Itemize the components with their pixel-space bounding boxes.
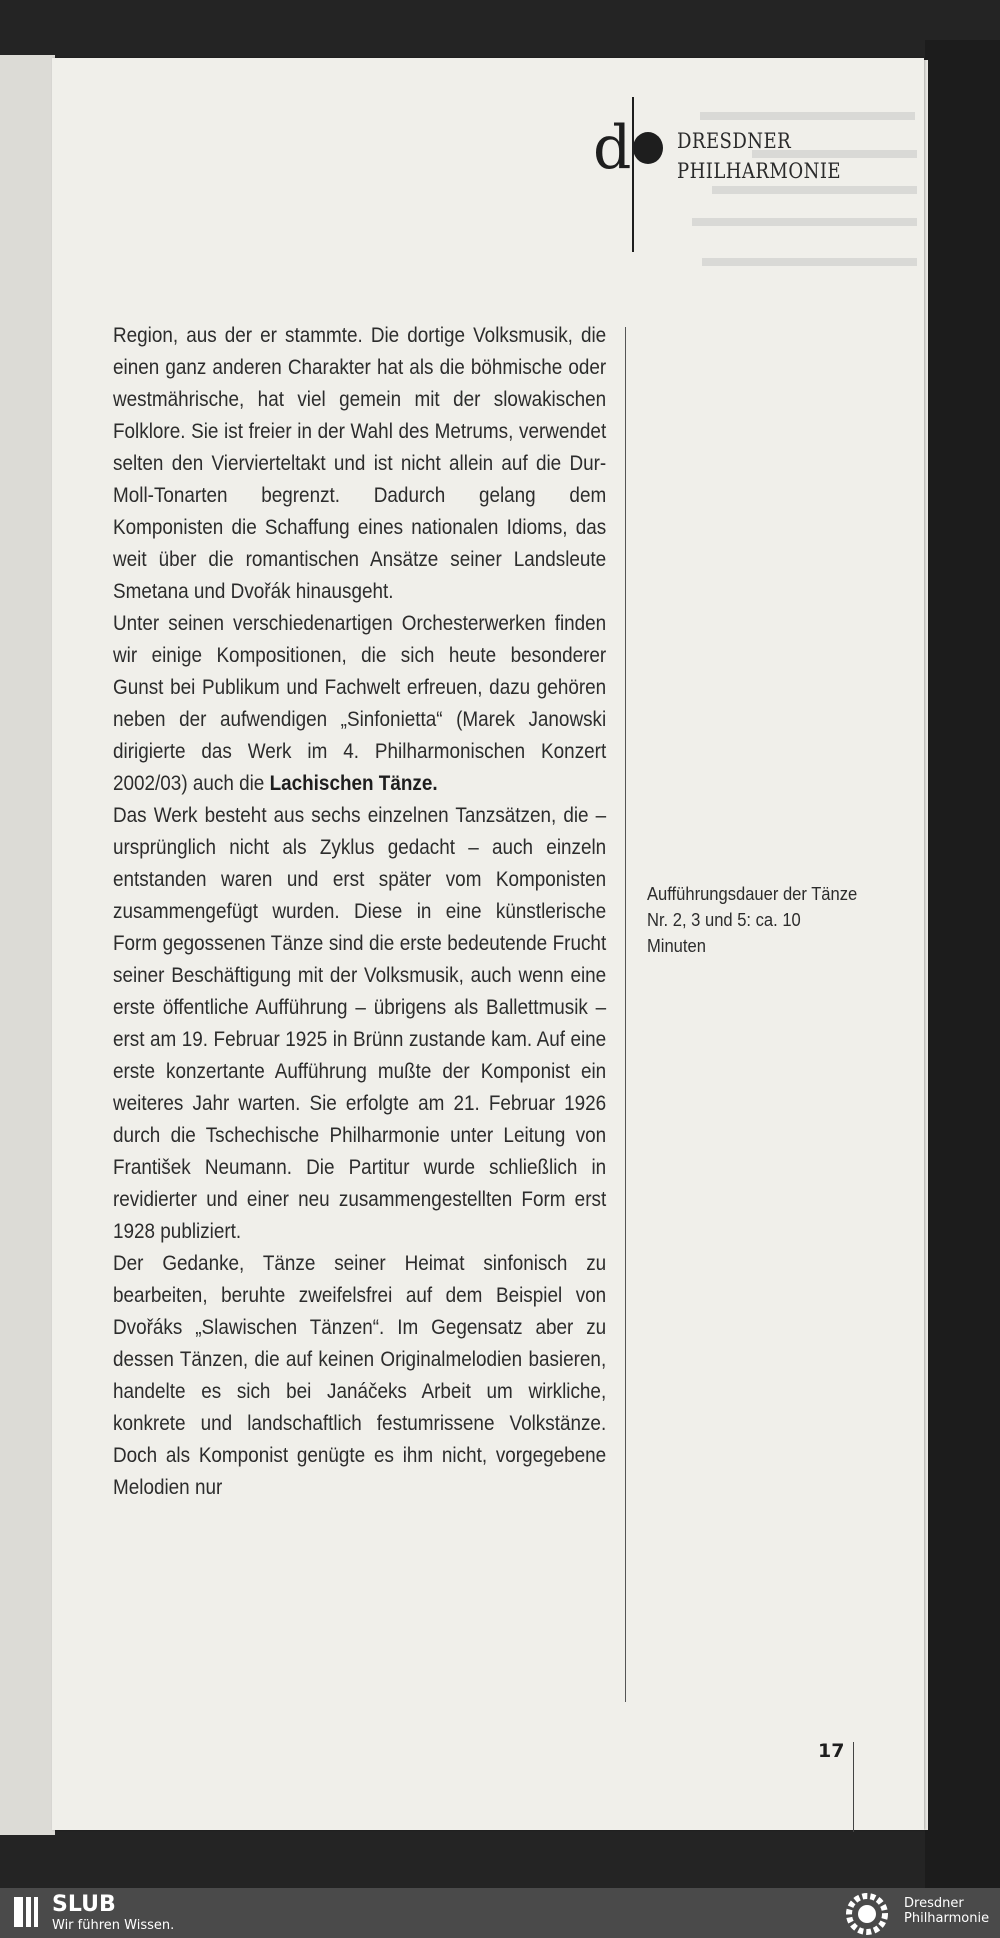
main-text-column bbox=[113, 320, 606, 1504]
bleed-through-mark bbox=[700, 112, 915, 120]
bleed-through-mark bbox=[712, 186, 917, 194]
slub-logo-icon bbox=[14, 1897, 40, 1927]
facing-page-edge bbox=[0, 55, 55, 1835]
paragraph: Das Werk besteht aus sechs einzelnen Tanzsätzen, die – ursprünglich nicht als Zyklus gedacht – auch einzeln entstanden waren und erst später vom Komponisten zusammengefügt wurden. Diese in eine künstlerische Form gegossenen Tänze sind die erste bedeutende Frucht seiner Beschäftigung mit der Volksmusik, auch wenn eine erste öffentliche Aufführung – übrigens als Ballettmusik – erst am 19. Februar 1925 in Brünn zustande kam. Auf eine erste konzertante Aufführung mußte der Komponist ein weiteres Jahr warten. Sie erfolgte am 21. Februar 1926 durch die Tschechische Philharmonie unter Leitung von František Neumann. Die Partitur wurde schließlich in revidierter und einer neu zusammengestellten Form erst 1928 publiziert. bbox=[113, 804, 607, 1243]
logo-rule bbox=[632, 97, 634, 252]
column-divider bbox=[625, 327, 626, 1702]
philharmonie-logo-icon bbox=[842, 1892, 892, 1936]
page-number-rule bbox=[853, 1742, 854, 1832]
binding-shadow bbox=[925, 40, 1000, 1888]
bleed-through-mark bbox=[692, 218, 917, 226]
partner-name-line1: Dresdner bbox=[904, 1896, 964, 1911]
logo-wordmark-line1: DRESDNER bbox=[677, 129, 792, 153]
slub-brand: SLUB bbox=[52, 1892, 116, 1917]
slub-tagline: Wir führen Wissen. bbox=[52, 1918, 175, 1933]
emphasized-title: Lachischen Tänze. bbox=[269, 772, 438, 795]
logo-wordmark-line2: PHILHARMONIE bbox=[677, 159, 842, 183]
partner-name-line2: Philharmonie bbox=[904, 1911, 990, 1926]
paragraph: Region, aus der er stammte. Die dortige Volksmusik, die einen ganz anderen Charakter hat als die böhmische oder westmährische, hat viel gemein mit der slowakischen Folklore. Sie ist freier in der Wahl des Metrums, verwendet selten den Viervierteltakt und ist nicht allein auf die Dur-Moll-Tonarten begrenzt. Dadurch gelang dem Komponisten die Schaffung eines nationalen Idioms, das weit über die romantischen Ansätze seiner Landsleute Smetana und Dvořák hinausgeht. bbox=[113, 324, 607, 603]
page-number: 17 bbox=[818, 1740, 845, 1762]
paragraph: Der Gedanke, Tänze seiner Heimat sinfonisch zu bearbeiten, beruhte zweifelsfrei auf dem Beispiel von Dvořáks „Slawischen Tänzen“. Im Gegensatz aber zu dessen Tänzen, die auf keinen Originalmelodien basieren, handelte es sich bei Janáčeks Arbeit um wirkliche, konkrete und landschaftlich festumrissene Volkstänze. Doch als Komponist genügte es ihm nicht, vorgegebene Melodien nur bbox=[113, 1252, 607, 1499]
paragraph-text: Unter seinen verschiedenartigen Orchesterwerken finden wir einige Kompositionen, die sich heute besonderer Gunst bei Publikum und Fachwelt erfreuen, dazu gehören neben der aufwendigen „Sinfonietta“ (Marek Janowski dirigierte das Werk im 4. Philharmonischen Konzert 2002/03) auch die bbox=[113, 612, 607, 795]
logo-dot-icon bbox=[633, 132, 663, 164]
bleed-through-mark bbox=[702, 258, 917, 266]
paragraph bbox=[113, 608, 606, 800]
sidebar-note: Aufführungsdauer der Tänze Nr. 2, 3 und 5: ca. 10 Minuten bbox=[647, 884, 858, 956]
logo-letter-d: d bbox=[593, 113, 632, 183]
